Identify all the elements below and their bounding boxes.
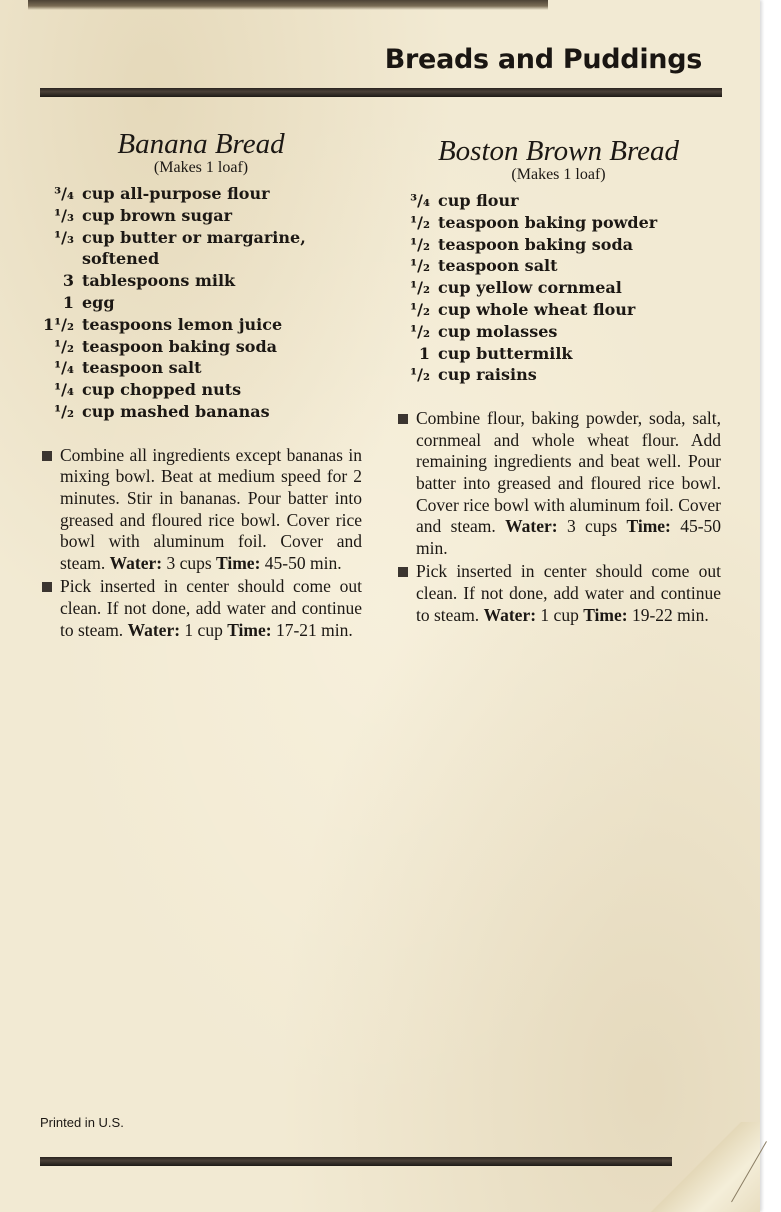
water-value: 3 cups (566, 516, 618, 537)
square-bullet-icon (40, 576, 60, 641)
ingredient (396, 255, 721, 277)
water-value: 1 cup (540, 604, 579, 625)
ingredient-list (396, 190, 721, 386)
ingredient (40, 314, 362, 336)
ingredient-qty: 1¹/₂ (43, 314, 74, 334)
step-list (396, 408, 721, 626)
step (40, 445, 362, 575)
time-value: 45-50 min. (416, 516, 722, 558)
ingredient-qty: ¹/₄ (54, 358, 74, 378)
ingredient-list (40, 183, 362, 423)
ingredient-qty: ¹/₃ (54, 227, 74, 247)
ingredient-item: cup brown sugar (82, 205, 233, 225)
ingredient-qty: 1 (418, 343, 430, 363)
recipe-title: Boston Brown Bread (437, 135, 680, 167)
ingredient-item: cup flour (438, 191, 519, 210)
time-label: Time: (227, 619, 272, 640)
ingredient (40, 270, 362, 292)
time-label: Time: (216, 552, 261, 573)
ingredient (40, 183, 362, 205)
water-label: Water: (483, 604, 537, 625)
recipe-boston-brown-bread (396, 135, 721, 628)
ingredient (396, 343, 721, 365)
footer-rule (40, 1157, 672, 1166)
square-bullet-icon (40, 445, 60, 575)
ingredient-item: teaspoon baking soda (82, 336, 278, 356)
time-value: 17-21 min. (275, 619, 353, 640)
square-bullet-icon (396, 408, 416, 559)
page-top-edge (28, 0, 548, 10)
ingredient-qty: ¹/₂ (410, 278, 430, 298)
ingredient (40, 292, 362, 314)
ingredient-item: tablespoons milk (82, 271, 236, 291)
water-value: 3 cups (166, 552, 212, 573)
ingredient-qty: ¹/₂ (410, 365, 430, 385)
ingredient-qty: ¹/₂ (410, 212, 430, 232)
recipe-yield: (Makes 1 loaf) (511, 166, 606, 183)
ingredient (40, 357, 362, 379)
ingredient-item: cup all-purpose flour (82, 184, 270, 203)
ingredient-qty: ¹/₂ (54, 401, 74, 421)
step-text: Pick inserted in center should come out clean. If not done, add water and continue to steam. Water: 1 cup Time: 19-22 min. (416, 561, 721, 625)
step (396, 561, 721, 626)
ingredient (396, 190, 721, 212)
ingredient (40, 227, 362, 271)
step-text: Combine flour, baking powder, soda, salt, cornmeal and whole wheat flour. Add remaining ingredients and beat well. Pour batter into greased and floured rice bowl. Cover rice bowl with aluminum foil. Cover and steam. Water: 3 cups Time: 45-50 min. (416, 408, 722, 558)
ingredient-qty: ¹/₂ (410, 299, 430, 319)
water-label: Water: (505, 516, 558, 537)
step (40, 576, 362, 641)
ingredient (396, 364, 721, 386)
header-rule (40, 88, 722, 97)
ingredient-item: cup yellow cornmeal (438, 278, 622, 298)
recipe-yield: (Makes 1 loaf) (153, 159, 249, 176)
ingredient (40, 401, 362, 423)
ingredient-qty: 3 (62, 271, 74, 291)
printed-in-note: Printed in U.S. (40, 1115, 124, 1130)
step (396, 408, 721, 559)
step-text: Combine all ingredients except bananas in mixing bowl. Beat at medium speed for 2 minutes. Stir in bananas. Pour batter into greased and floured rice bowl. Cover rice bowl with aluminum foil. Cover and steam. Water: 3 cups Time: 45-50 min. (60, 444, 362, 573)
water-label: Water: (109, 552, 163, 573)
ingredient (40, 205, 362, 227)
ingredient-item: teaspoon salt (438, 256, 558, 276)
ingredient-item: teaspoons lemon juice (82, 314, 283, 334)
time-value: 19-22 min. (631, 604, 709, 625)
ingredient-qty: ¹/₂ (54, 336, 74, 356)
recipe-banana-bread (40, 128, 362, 643)
ingredient-item: cup chopped nuts (82, 380, 242, 400)
time-label: Time: (583, 604, 628, 625)
ingredient-item: cup butter or margarine, softened (82, 227, 306, 269)
water-value: 1 cup (184, 619, 223, 640)
section-title: Breads and Puddings (384, 44, 702, 75)
step-text: Pick inserted in center should come out clean. If not done, add water and continue to steam. Water: 1 cup Time: 17-21 min. (60, 576, 362, 640)
ingredient-item: teaspoon salt (82, 358, 202, 378)
ingredient-item: cup raisins (438, 365, 537, 385)
recipe-title: Banana Bread (117, 128, 285, 160)
time-label: Time: (626, 516, 671, 537)
ingredient-item: cup whole wheat flour (438, 299, 636, 319)
ingredient-qty: ¹/₂ (410, 256, 430, 276)
ingredient (396, 212, 721, 234)
ingredient (396, 321, 721, 343)
water-label: Water: (127, 619, 181, 640)
ingredient (40, 379, 362, 401)
ingredient (396, 277, 721, 299)
ingredient-item: teaspoon baking soda (438, 234, 634, 254)
ingredient-qty: ¹/₄ (54, 380, 74, 400)
ingredient (396, 234, 721, 256)
ingredient-item: cup buttermilk (438, 343, 573, 363)
ingredient-qty: ³/₄ (410, 191, 430, 210)
ingredient-item: cup mashed bananas (82, 401, 270, 421)
page-curl (650, 1122, 760, 1212)
square-bullet-icon (396, 561, 416, 626)
ingredient-item: egg (82, 292, 115, 312)
ingredient-item: cup molasses (438, 321, 558, 341)
step-list (40, 445, 362, 641)
ingredient-qty: ¹/₃ (54, 205, 74, 225)
ingredient (40, 336, 362, 358)
ingredient-qty: ¹/₂ (410, 234, 430, 254)
ingredient-qty: 1 (62, 292, 74, 312)
time-value: 45-50 min. (264, 552, 342, 573)
ingredient (396, 299, 721, 321)
ingredient-qty: ¹/₂ (410, 321, 430, 341)
ingredient-item: teaspoon baking powder (438, 212, 658, 232)
ingredient-qty: ³/₄ (54, 184, 74, 203)
